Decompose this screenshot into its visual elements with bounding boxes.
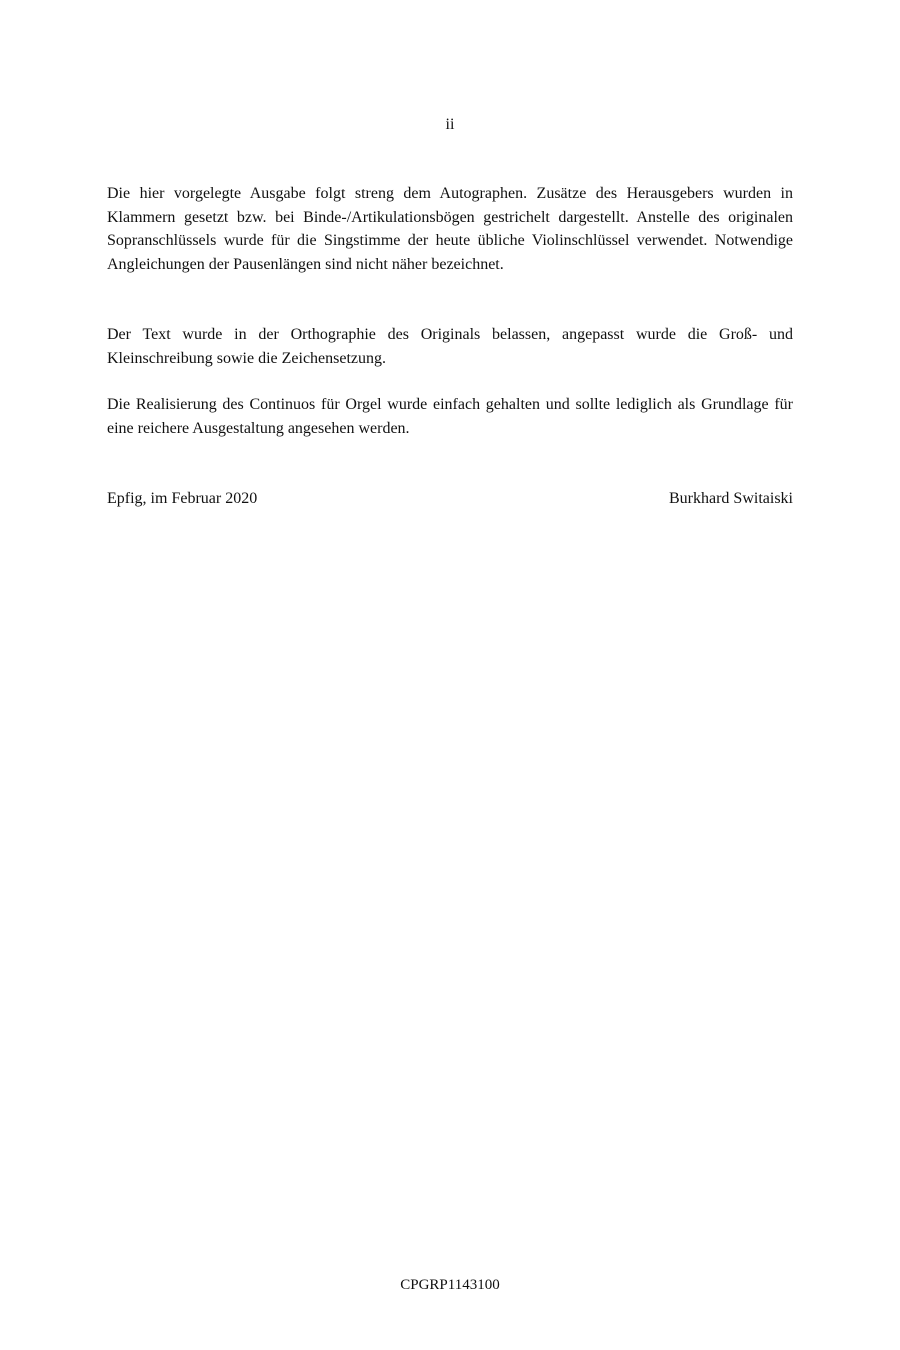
paragraph-edition-notes: Die hier vorgelegte Ausgabe folgt streng dem Autographen. Zusätze des Herausgebers wurden in Klammern gesetzt bzw. bei Binde-/Artikulationsbögen gestrichelt dargestellt. Anstelle des originalen Sopranschlüssels wurde für die Singstimme der heute übliche Violinschlüssel verwendet. Notwendige Angleichungen der Pausenlängen sind nicht näher bezeichnet.: [107, 185, 793, 273]
signature-row: [107, 487, 793, 511]
page-number: ii: [445, 116, 455, 133]
footer-catalog-code: CPGRP1143100: [400, 1277, 500, 1293]
paragraph-continuo-realization: Die Realisierung des Continuos für Orgel wurde einfach gehalten und sollte lediglich als Grundlage für eine reichere Ausgestaltung angesehen werden.: [107, 396, 793, 437]
document-body: [107, 182, 793, 511]
place-date: Epfig, im Februar 2020: [107, 490, 258, 507]
author-name: Burkhard Switaiski: [669, 490, 793, 507]
paragraph-text-orthography: Der Text wurde in der Orthographie des Originals belassen, angepasst wurde die Groß- und Kleinschreibung sowie die Zeichensetzung.: [107, 326, 793, 367]
